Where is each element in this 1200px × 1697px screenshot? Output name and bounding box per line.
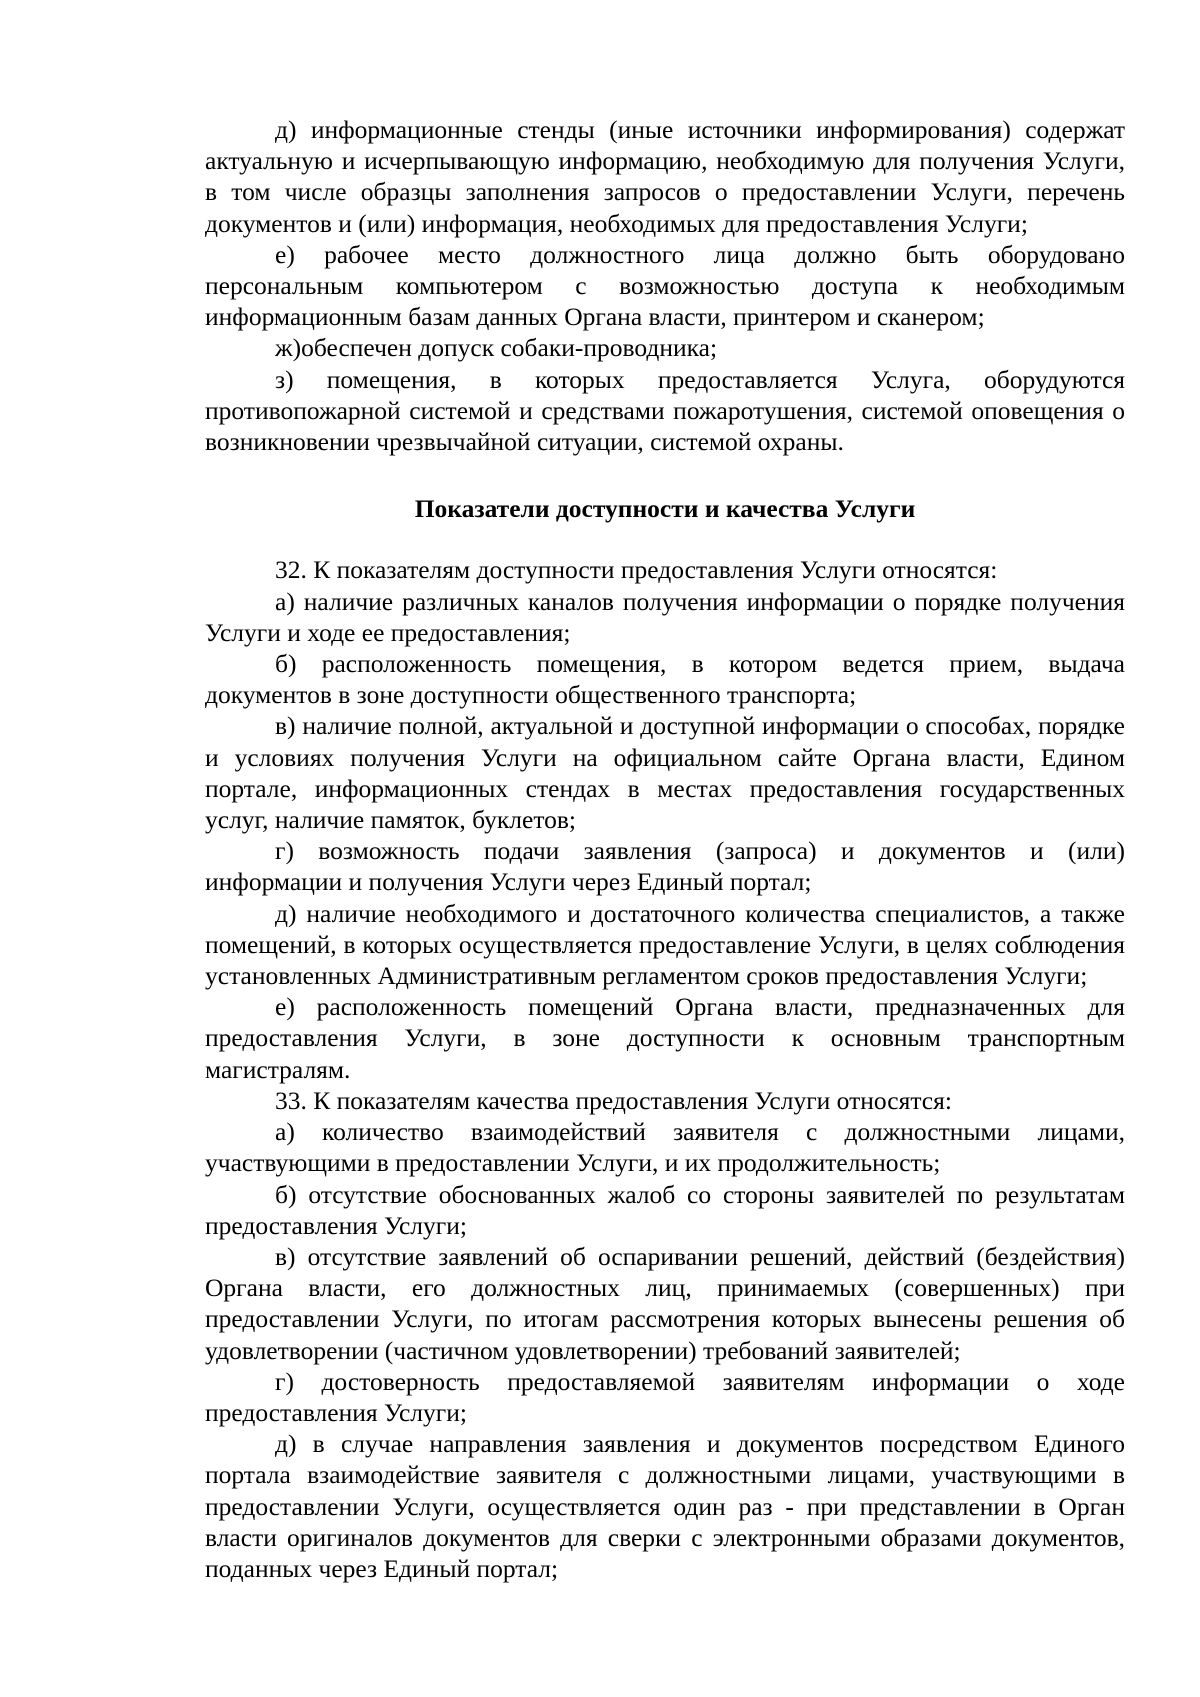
paragraph-33-a: а) количество взаимодействий заявителя с должностными лицами, участвующими в предоставлении Услуги, и их продолжительность; (205, 1117, 1125, 1178)
paragraph-32-g: г) возможность подачи заявления (запроса) и документов и (или) информации и получения Услуги через Единый портал; (205, 836, 1125, 897)
paragraph-32-a: а) наличие различных каналов получения информации о порядке получения Услуги и ходе ее предоставления; (205, 586, 1125, 647)
paragraph-32-b: б) расположенность помещения, в котором ведется прием, выдача документов в зоне доступности общественного транспорта; (205, 649, 1125, 710)
document-page (205, 114, 1125, 1584)
paragraph-32-v: в) наличие полной, актуальной и доступной информации о способах, порядке и условиях получения Услуги на официальном сайте Органа власти, Едином портале, информационных стендах в местах предоставления государственных услуг, наличие памяток, буклетов; (205, 711, 1125, 835)
section-heading: Показатели доступности и качества Услуги (414, 494, 916, 524)
paragraph-z-premises: з) помещения, в которых предоставляется Услуга, оборудуются противопожарной системой и средствами пожаротушения, системой оповещения о возникновении чрезвычайной ситуации, системой охраны. (205, 364, 1125, 457)
paragraph-33-intro: 33. К показателям качества предоставления Услуги относятся: (275, 1085, 952, 1115)
paragraph-33-d: д) в случае направления заявления и документов посредством Единого портала взаимодействие заявителя с должностными лицами, участвующими в предоставлении Услуги, осуществляется один раз - при представлении в Орган власти оригиналов документов для сверки с электронными образами документов, поданных через Единый портал; (205, 1429, 1125, 1583)
paragraph-d-stands: д) информационные стенды (иные источники информирования) содержат актуальную и исчерпывающую информацию, необходимую для получения Услуги, в том числе образцы заполнения запросов о предоставлении Услуги, перечень документов и (или) информация, необходимых для предоставления Услуги; (205, 115, 1125, 238)
paragraph-33-g: г) достоверность предоставляемой заявителям информации о ходе предоставления Услуги; (205, 1366, 1125, 1427)
paragraph-e-workplace: е) рабочее место должностного лица должно быть оборудовано персональным компьютером с возможностью доступа к необходимым информационным базам данных Органа власти, принтером и сканером; (205, 239, 1125, 332)
paragraph-zh-guide-dog: ж)обеспечен допуск собаки-проводника; (275, 333, 718, 363)
paragraph-32-e: е) расположенность помещений Органа власти, предназначенных для предоставления Услуги, в зоне доступности к основным транспортным магистралям. (205, 992, 1125, 1084)
paragraph-32-d: д) наличие необходимого и достаточного количества специалистов, а также помещений, в которых осуществляется предоставление Услуги, в целях соблюдения установленных Административным регламентом сроков предоставления Услуги; (205, 898, 1125, 991)
paragraph-33-b: б) отсутствие обоснованных жалоб со стороны заявителей по результатам предоставления Услуги; (205, 1179, 1125, 1240)
paragraph-33-v: в) отсутствие заявлений об оспаривании решений, действий (бездействия) Органа власти, его должностных лиц, принимаемых (совершенных) при предоставлении Услуги, по итогам рассмотрения которых вынесены решения об удовлетворении (частичном удовлетворении) требований заявителей; (205, 1241, 1125, 1365)
paragraph-32-intro: 32. К показателям доступности предоставления Услуги относятся: (275, 555, 998, 585)
